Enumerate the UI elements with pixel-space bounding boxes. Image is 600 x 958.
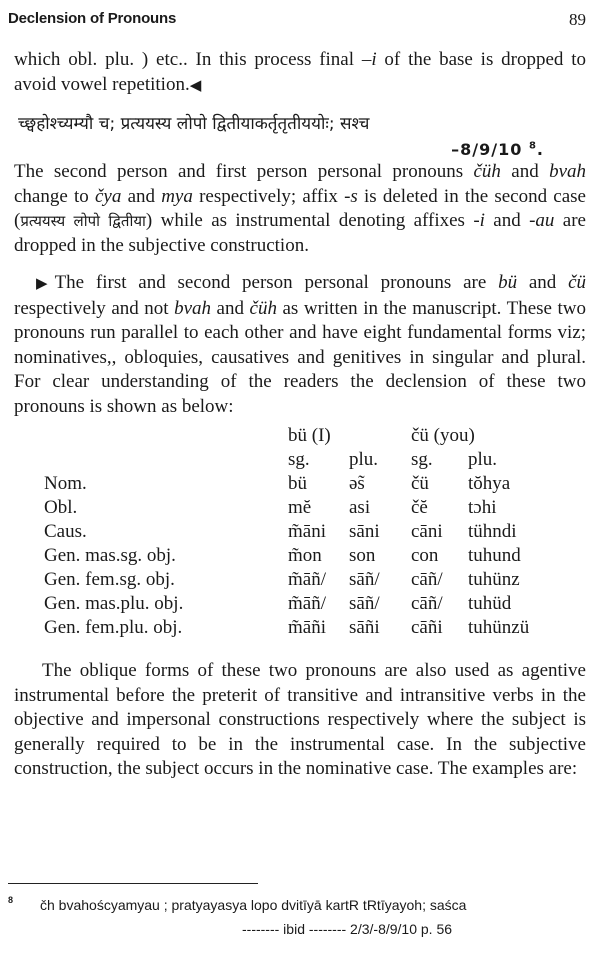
table-cell: əs̃	[349, 473, 365, 494]
paragraph-continuation: which obl. plu. ) etc.. In this process final –i of the base is dropped to avoid vowel repetition.◀	[14, 49, 586, 95]
table-cell: son	[349, 545, 376, 566]
case-label: Gen. fem.sg. obj.	[44, 569, 175, 590]
column-header: plu.	[349, 449, 379, 470]
column-header: sg.	[288, 449, 310, 470]
running-title: Declension of Pronouns	[8, 10, 177, 27]
case-label: Caus.	[44, 521, 87, 542]
table-cell: m̃āni	[288, 521, 326, 542]
sutra-reference: –8/9/10 $^8$.	[451, 140, 544, 159]
table-cell: tuhund	[468, 545, 521, 566]
case-label: Nom.	[44, 473, 87, 494]
table-cell: čü	[411, 473, 429, 494]
footnote	[8, 893, 588, 941]
table-number-row	[14, 448, 558, 472]
case-label: Gen. mas.sg. obj.	[44, 545, 176, 566]
paragraph-oblique-forms: The oblique forms of these two pronouns are also used as agentive instrumental before the preterit of transitive and intransitive verbs in the objective and impersonal constructions respectively where the subject is generally required to be in the instrumental case. In the subjective construction, the subject occurs in the nominative case. The examples are:	[14, 660, 586, 779]
case-label: Gen. fem.plu. obj.	[44, 617, 183, 638]
table-row	[14, 568, 558, 592]
footnote-reference-mark: 8	[528, 140, 537, 152]
table-row	[14, 472, 558, 496]
table-cell: tŏhya	[468, 473, 511, 494]
table-cell: cāñ/	[411, 593, 443, 614]
table-cell: sāñ/	[349, 569, 380, 590]
footnote-line-1: 8 čh bvahoścyamyau ; pratyayasya lopo dvitīyā kartR tRtīyayoh; saśca	[8, 895, 467, 913]
paragraph-pronoun-change: The second person and first person personal pronouns čüh and bvah change to čya and mya respectively; affix -s is deleted in the second case (प्रत्ययस्य लोपो द्वितीया) while as instrumental denoting affixes -i and -au are dropped in the subjective construction.	[14, 161, 586, 256]
table-cell: cāni	[411, 521, 443, 542]
sanskrit-rule: च्छ्वहोश्च्यम्यौ च; प्रत्ययस्य लोपो द्वितीयाकर्तृतृतीययोः; सश्च	[18, 114, 370, 134]
table-row	[14, 520, 558, 544]
table-row	[14, 616, 558, 640]
column-header: sg.	[411, 449, 433, 470]
table-cell: m̃āñi	[288, 617, 326, 638]
table-cell: sāñi	[349, 617, 380, 638]
devanagari-quote: प्रत्ययस्य लोपो द्वितीया	[20, 212, 146, 230]
table-cell: m̃āñ/	[288, 593, 326, 614]
column-header: plu.	[468, 449, 498, 470]
footnote-mark: 8	[8, 895, 14, 905]
case-label: Obl.	[44, 497, 78, 518]
table-cell: tuhüd	[468, 593, 512, 614]
table-cell: mĕ	[288, 497, 312, 518]
table-cell: cāñi	[411, 617, 443, 638]
heading-first-person: bü (I)	[288, 425, 331, 446]
footnote-line-2: -------- ibid -------- 2/3/-8/9/10 p. 56	[242, 921, 453, 937]
table-cell: sāni	[349, 521, 380, 542]
table-row	[14, 592, 558, 616]
table-cell: tɔhi	[468, 497, 497, 518]
table-cell: sāñ/	[349, 593, 380, 614]
paragraph-pronoun-forms: ▶The first and second person personal pronouns are bü and čü respectively and not bvah and čüh as written in the manuscript. These two pronouns run parallel to each other and have eight fundamental forms viz; nominatives,, obloquies, causatives and genitives in singular and plural. For clear understanding of the readers the declension of these two pronouns is shown as below:	[14, 272, 587, 417]
case-label: Gen. mas.plu. obj.	[44, 593, 184, 614]
table-cell: čĕ	[411, 497, 428, 518]
table-cell: con	[411, 545, 439, 566]
table-heading-row	[14, 424, 558, 448]
declension-table	[14, 424, 558, 640]
end-arrow-icon: ◀	[189, 77, 202, 94]
table-row	[14, 496, 558, 520]
table-cell: tuhünz	[468, 569, 520, 590]
table-cell: m̃āñ/	[288, 569, 326, 590]
page-number: 89	[569, 10, 586, 29]
heading-second-person: čü (you)	[411, 425, 475, 446]
triangle-marker-icon: ▶	[36, 276, 55, 292]
table-cell: tühndi	[468, 521, 517, 542]
table-row	[14, 544, 558, 568]
footnote-divider	[8, 883, 258, 884]
table-cell: bü	[288, 473, 307, 494]
table-cell: asi	[349, 497, 371, 518]
table-cell: tuhünzü	[468, 617, 530, 638]
table-cell: m̃on	[288, 545, 322, 566]
table-cell: cāñ/	[411, 569, 443, 590]
